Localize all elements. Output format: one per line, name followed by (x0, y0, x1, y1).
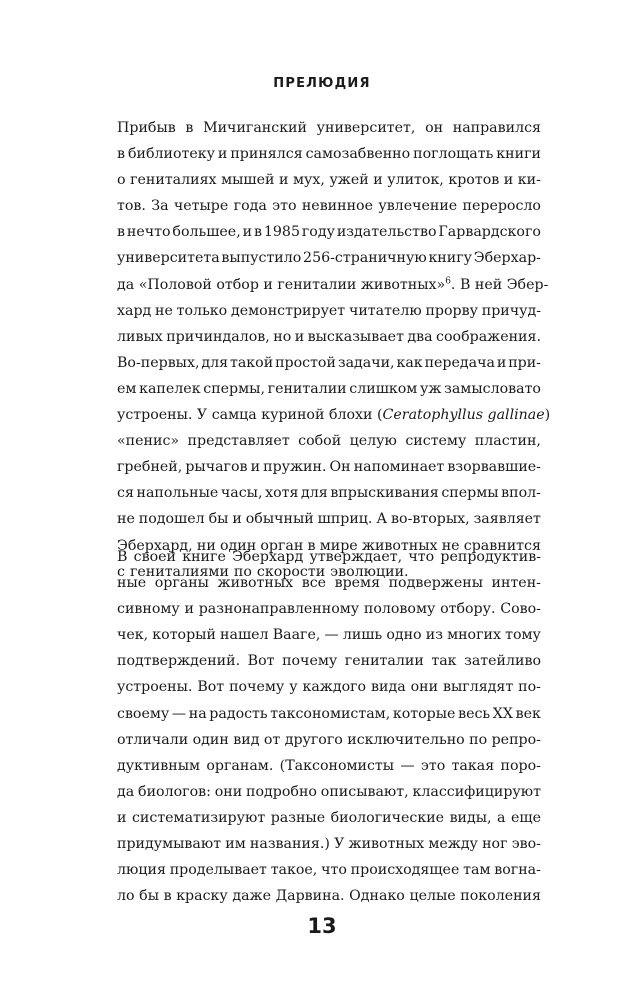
word: гениталиях (130, 172, 217, 189)
word: обычный (245, 511, 314, 528)
word: книги (496, 146, 541, 163)
word: подвержены (388, 575, 483, 592)
word: Сово- (500, 601, 541, 618)
word: А (376, 511, 388, 528)
word: органам. (206, 757, 274, 774)
word: все (301, 575, 327, 592)
word: своему (117, 705, 170, 722)
word: они (214, 783, 243, 800)
word: Вот (197, 679, 225, 696)
word: Дарвина. (275, 888, 345, 905)
word: даже (232, 888, 272, 905)
word: это (420, 757, 446, 774)
word: простой (275, 354, 336, 371)
line-start: да «Половой отбор и гениталии животных» (117, 276, 446, 293)
word: и (373, 172, 383, 189)
text-line (117, 544, 541, 570)
word: животных (217, 575, 294, 592)
text-line (117, 701, 541, 727)
word: (Таксономисты (279, 757, 395, 774)
word: капелек (139, 380, 201, 397)
word: от (263, 731, 281, 748)
word: Однако (349, 888, 405, 905)
word: направился (452, 120, 541, 136)
word: интен- (491, 575, 541, 592)
running-title: ПРЕЛЮДИЯ (273, 76, 371, 91)
word: гениталии (267, 380, 347, 397)
word: принялся (230, 146, 303, 163)
word: виды, (449, 809, 492, 826)
word: половому (363, 601, 436, 618)
text-line (117, 570, 541, 596)
word: и (294, 328, 305, 345)
word: почему (282, 653, 338, 670)
word: чек, (117, 627, 149, 644)
text-line (117, 219, 541, 245)
word: во-вторых, (391, 511, 470, 528)
word: собой (298, 433, 342, 450)
word: гениталии (344, 653, 424, 670)
word: пластин, (474, 433, 541, 450)
word: затейливо (464, 653, 541, 670)
word: своей (133, 549, 176, 565)
word: и (496, 354, 507, 371)
word: и (279, 172, 289, 189)
text-line (117, 779, 541, 805)
word: классифицируют (412, 783, 541, 800)
word: он (425, 120, 444, 136)
word: рычагов (185, 459, 248, 476)
word: тов. (117, 198, 146, 215)
word: впрыскивания (330, 485, 439, 502)
word: в (163, 888, 172, 905)
word: «пенис» (117, 433, 180, 450)
word: поро- (500, 757, 541, 774)
word: замысловато (444, 380, 541, 397)
word: кротов (448, 172, 500, 189)
text-line (117, 805, 541, 831)
word: они (410, 679, 439, 696)
word: один (219, 537, 257, 554)
word: животных (361, 537, 438, 554)
word: в (307, 537, 316, 554)
word: век (515, 705, 541, 722)
word: самозабвенно (305, 146, 411, 163)
word: подробно (246, 783, 317, 800)
word: Вот (247, 653, 275, 670)
word: утверждает, (309, 549, 403, 565)
text-line (117, 674, 541, 700)
word: таксономистам, (270, 705, 391, 722)
word: — (171, 705, 187, 722)
word: 1985 (263, 224, 300, 241)
word: нечто (126, 224, 171, 241)
text-line (117, 298, 541, 324)
word: Гарвардского (438, 224, 541, 241)
word: ужей (329, 172, 369, 189)
word: ло (117, 888, 135, 905)
word: целую (349, 433, 397, 450)
word: — (400, 757, 415, 774)
word: орган (260, 537, 304, 554)
word: биологов: (138, 783, 211, 800)
word: радость (209, 705, 268, 722)
word: о (117, 172, 126, 189)
word: Эберхард (232, 549, 304, 565)
text-line (117, 622, 541, 648)
page-number: 13 (307, 914, 337, 938)
word: там (463, 862, 491, 879)
word: университет, (316, 120, 416, 136)
word: У (334, 836, 345, 853)
word: демонстрирует (230, 302, 346, 319)
word: систематизируют (131, 809, 266, 826)
word: названия.) (249, 836, 330, 853)
text-line (117, 883, 541, 909)
text-line (117, 428, 541, 454)
text-line (117, 506, 541, 532)
word: читателю (348, 302, 422, 319)
word: эволюции. (330, 563, 409, 580)
text-line (117, 831, 541, 857)
word: и (232, 511, 242, 528)
word: дуктивным (117, 757, 201, 774)
word: причиндалов, (166, 328, 270, 345)
word: книгу (428, 250, 472, 267)
line-end (383, 402, 551, 428)
word: представляет (187, 433, 290, 450)
word: которые (392, 705, 456, 722)
word: ни (196, 537, 216, 554)
word: который (152, 627, 216, 644)
word: по (469, 731, 488, 748)
word: исключительно (347, 731, 465, 748)
word: вогна- (494, 862, 541, 879)
word: в (185, 120, 194, 136)
word: бы (208, 511, 229, 528)
word: еще (511, 809, 541, 826)
word: не (117, 511, 135, 528)
word: один (192, 731, 229, 748)
word: Эберхар- (473, 250, 541, 267)
word: выглядят (442, 679, 514, 696)
word: систему (405, 433, 467, 450)
word: За (151, 198, 169, 215)
word: целые (409, 888, 456, 905)
word: и (250, 459, 261, 476)
word: проделывает (169, 862, 267, 879)
word: вид (233, 731, 260, 748)
word: хард (117, 302, 152, 319)
text-line (117, 193, 541, 219)
word: только (176, 302, 228, 319)
word: впол- (501, 485, 541, 502)
word: другого (284, 731, 343, 748)
word: университета (117, 250, 220, 267)
word: и (217, 146, 228, 163)
word: биологические (330, 809, 445, 826)
word: такой (229, 354, 274, 371)
word: мышей (221, 172, 275, 189)
word: — (324, 627, 339, 644)
text-line (117, 402, 551, 428)
word: и (503, 172, 514, 189)
word: Прибыв (117, 120, 176, 136)
text-line (117, 141, 541, 167)
word: выпустило (221, 250, 302, 267)
word: нашел (220, 627, 269, 644)
word: описывают, (320, 783, 409, 800)
word: животных (348, 836, 425, 853)
word: разнонаправленному (198, 601, 360, 618)
word: ем (117, 380, 137, 397)
word: мире (319, 537, 358, 554)
word: Вааге, (272, 627, 321, 644)
word: вида (371, 679, 406, 696)
word: весь (458, 705, 491, 722)
word: напольные (136, 485, 219, 502)
word: спермы, (203, 380, 265, 397)
word: библиотеку (127, 146, 215, 163)
paragraph-2 (117, 544, 541, 909)
word: в (117, 224, 125, 241)
word: для (301, 485, 328, 502)
word: придумывают (117, 836, 222, 853)
word: напоминает (353, 459, 445, 476)
word: из (425, 627, 443, 644)
word: органы (154, 575, 209, 592)
text-line (117, 648, 541, 674)
text-line (117, 454, 541, 480)
word: но (273, 328, 292, 345)
word: для (201, 354, 229, 371)
word: соображения. (436, 328, 541, 345)
line-end (445, 272, 548, 298)
word: издательство (336, 224, 437, 241)
word: подтверждений. (117, 653, 241, 670)
word: такая (451, 757, 495, 774)
word: подошел (138, 511, 205, 528)
word: часы, (220, 485, 263, 502)
word: книге (182, 549, 226, 565)
word: и (242, 224, 253, 241)
word: 256-страничную (303, 250, 427, 267)
word: с (117, 563, 125, 580)
word: при- (508, 354, 541, 371)
word: ся (117, 485, 134, 502)
word: передача (424, 354, 495, 371)
word: и (184, 601, 194, 618)
word: и (117, 809, 127, 826)
word: краску (176, 888, 228, 905)
word: репро- (491, 731, 541, 748)
word: спермы (441, 485, 499, 502)
word: отбору. (440, 601, 496, 618)
word: эво- (511, 836, 541, 853)
line-tail: ) (544, 407, 551, 424)
word: каждого (302, 679, 367, 696)
word: почему (229, 679, 285, 696)
word: в (253, 224, 262, 241)
text-line (117, 480, 541, 506)
word: что (321, 862, 347, 879)
text-line (117, 272, 549, 298)
species-name: Ceratophyllus gallinae (382, 407, 545, 424)
word: сравнится (463, 537, 541, 554)
word: репродуктив- (440, 549, 541, 565)
word: задачи, (337, 354, 395, 371)
word: четыре (173, 198, 229, 215)
text-line (117, 727, 541, 753)
word: люция (117, 862, 166, 879)
word: в (117, 146, 125, 163)
word: хотя (265, 485, 299, 502)
word: скорости (256, 563, 326, 580)
word: переросло (462, 198, 541, 215)
text-line (117, 596, 541, 622)
word: по (233, 563, 252, 580)
word: время (334, 575, 381, 592)
word: происходящее (350, 862, 460, 879)
word: разные (270, 809, 326, 826)
word: так (431, 653, 457, 670)
word: это (272, 198, 297, 215)
text-line (117, 167, 541, 193)
footnote-marker: 6 (445, 275, 451, 286)
word: ки- (517, 172, 541, 189)
word: устроены. (117, 679, 193, 696)
word: одно (386, 627, 422, 644)
word: Он (329, 459, 351, 476)
word: году (301, 224, 335, 241)
word: не (155, 302, 173, 319)
word: бы (139, 888, 159, 905)
word: причуд- (481, 302, 541, 319)
word: прорву (425, 302, 478, 319)
word: гребней, (117, 459, 183, 476)
word: ног (482, 836, 508, 853)
word: поколения (460, 888, 541, 905)
text-line (117, 376, 541, 402)
word: как (396, 354, 423, 371)
word: такое, (270, 862, 318, 879)
text-line (117, 753, 541, 779)
word: не (441, 537, 460, 554)
word: ные (117, 575, 147, 592)
word: XX (492, 705, 513, 722)
word: невинное (301, 198, 373, 215)
word: лишь (342, 627, 383, 644)
word: шприц. (317, 511, 373, 528)
word: слишком (349, 380, 418, 397)
word: Во-первых, (117, 354, 200, 371)
word: многих (447, 627, 501, 644)
word: по- (518, 679, 541, 696)
word: высказывает (307, 328, 404, 345)
word: заявляет (473, 511, 541, 528)
word: мух, (293, 172, 325, 189)
word: им (225, 836, 246, 853)
word: взорвавшие- (447, 459, 541, 476)
word: гениталиями (129, 563, 229, 580)
word: поглощать (413, 146, 494, 163)
word: тому (505, 627, 541, 644)
word: что (408, 549, 435, 565)
word: да (117, 783, 135, 800)
word: В (117, 549, 128, 565)
word: года (233, 198, 267, 215)
text-line (117, 245, 541, 271)
word: на (188, 705, 207, 722)
word: Эберхард, (117, 537, 193, 554)
word: большее, (172, 224, 241, 241)
word: Мичиганский (203, 120, 307, 136)
word: уж (420, 380, 442, 397)
paragraph-1 (117, 115, 551, 585)
text-line (117, 857, 541, 883)
word: ливых (117, 328, 163, 345)
word: пружин. (263, 459, 327, 476)
text-line (117, 324, 541, 350)
word: отличали (117, 731, 189, 748)
word: а (497, 809, 506, 826)
text-line (117, 350, 541, 376)
word: улиток, (387, 172, 444, 189)
line-tail: . В ней Эбер- (450, 276, 549, 293)
word: увлечение (378, 198, 458, 215)
line-start: устроены. У самца куриной блохи ( (117, 407, 383, 424)
word: между (428, 836, 478, 853)
word: у (289, 679, 298, 696)
word: два (407, 328, 433, 345)
word: сивному (117, 601, 180, 618)
text-line (117, 115, 541, 141)
